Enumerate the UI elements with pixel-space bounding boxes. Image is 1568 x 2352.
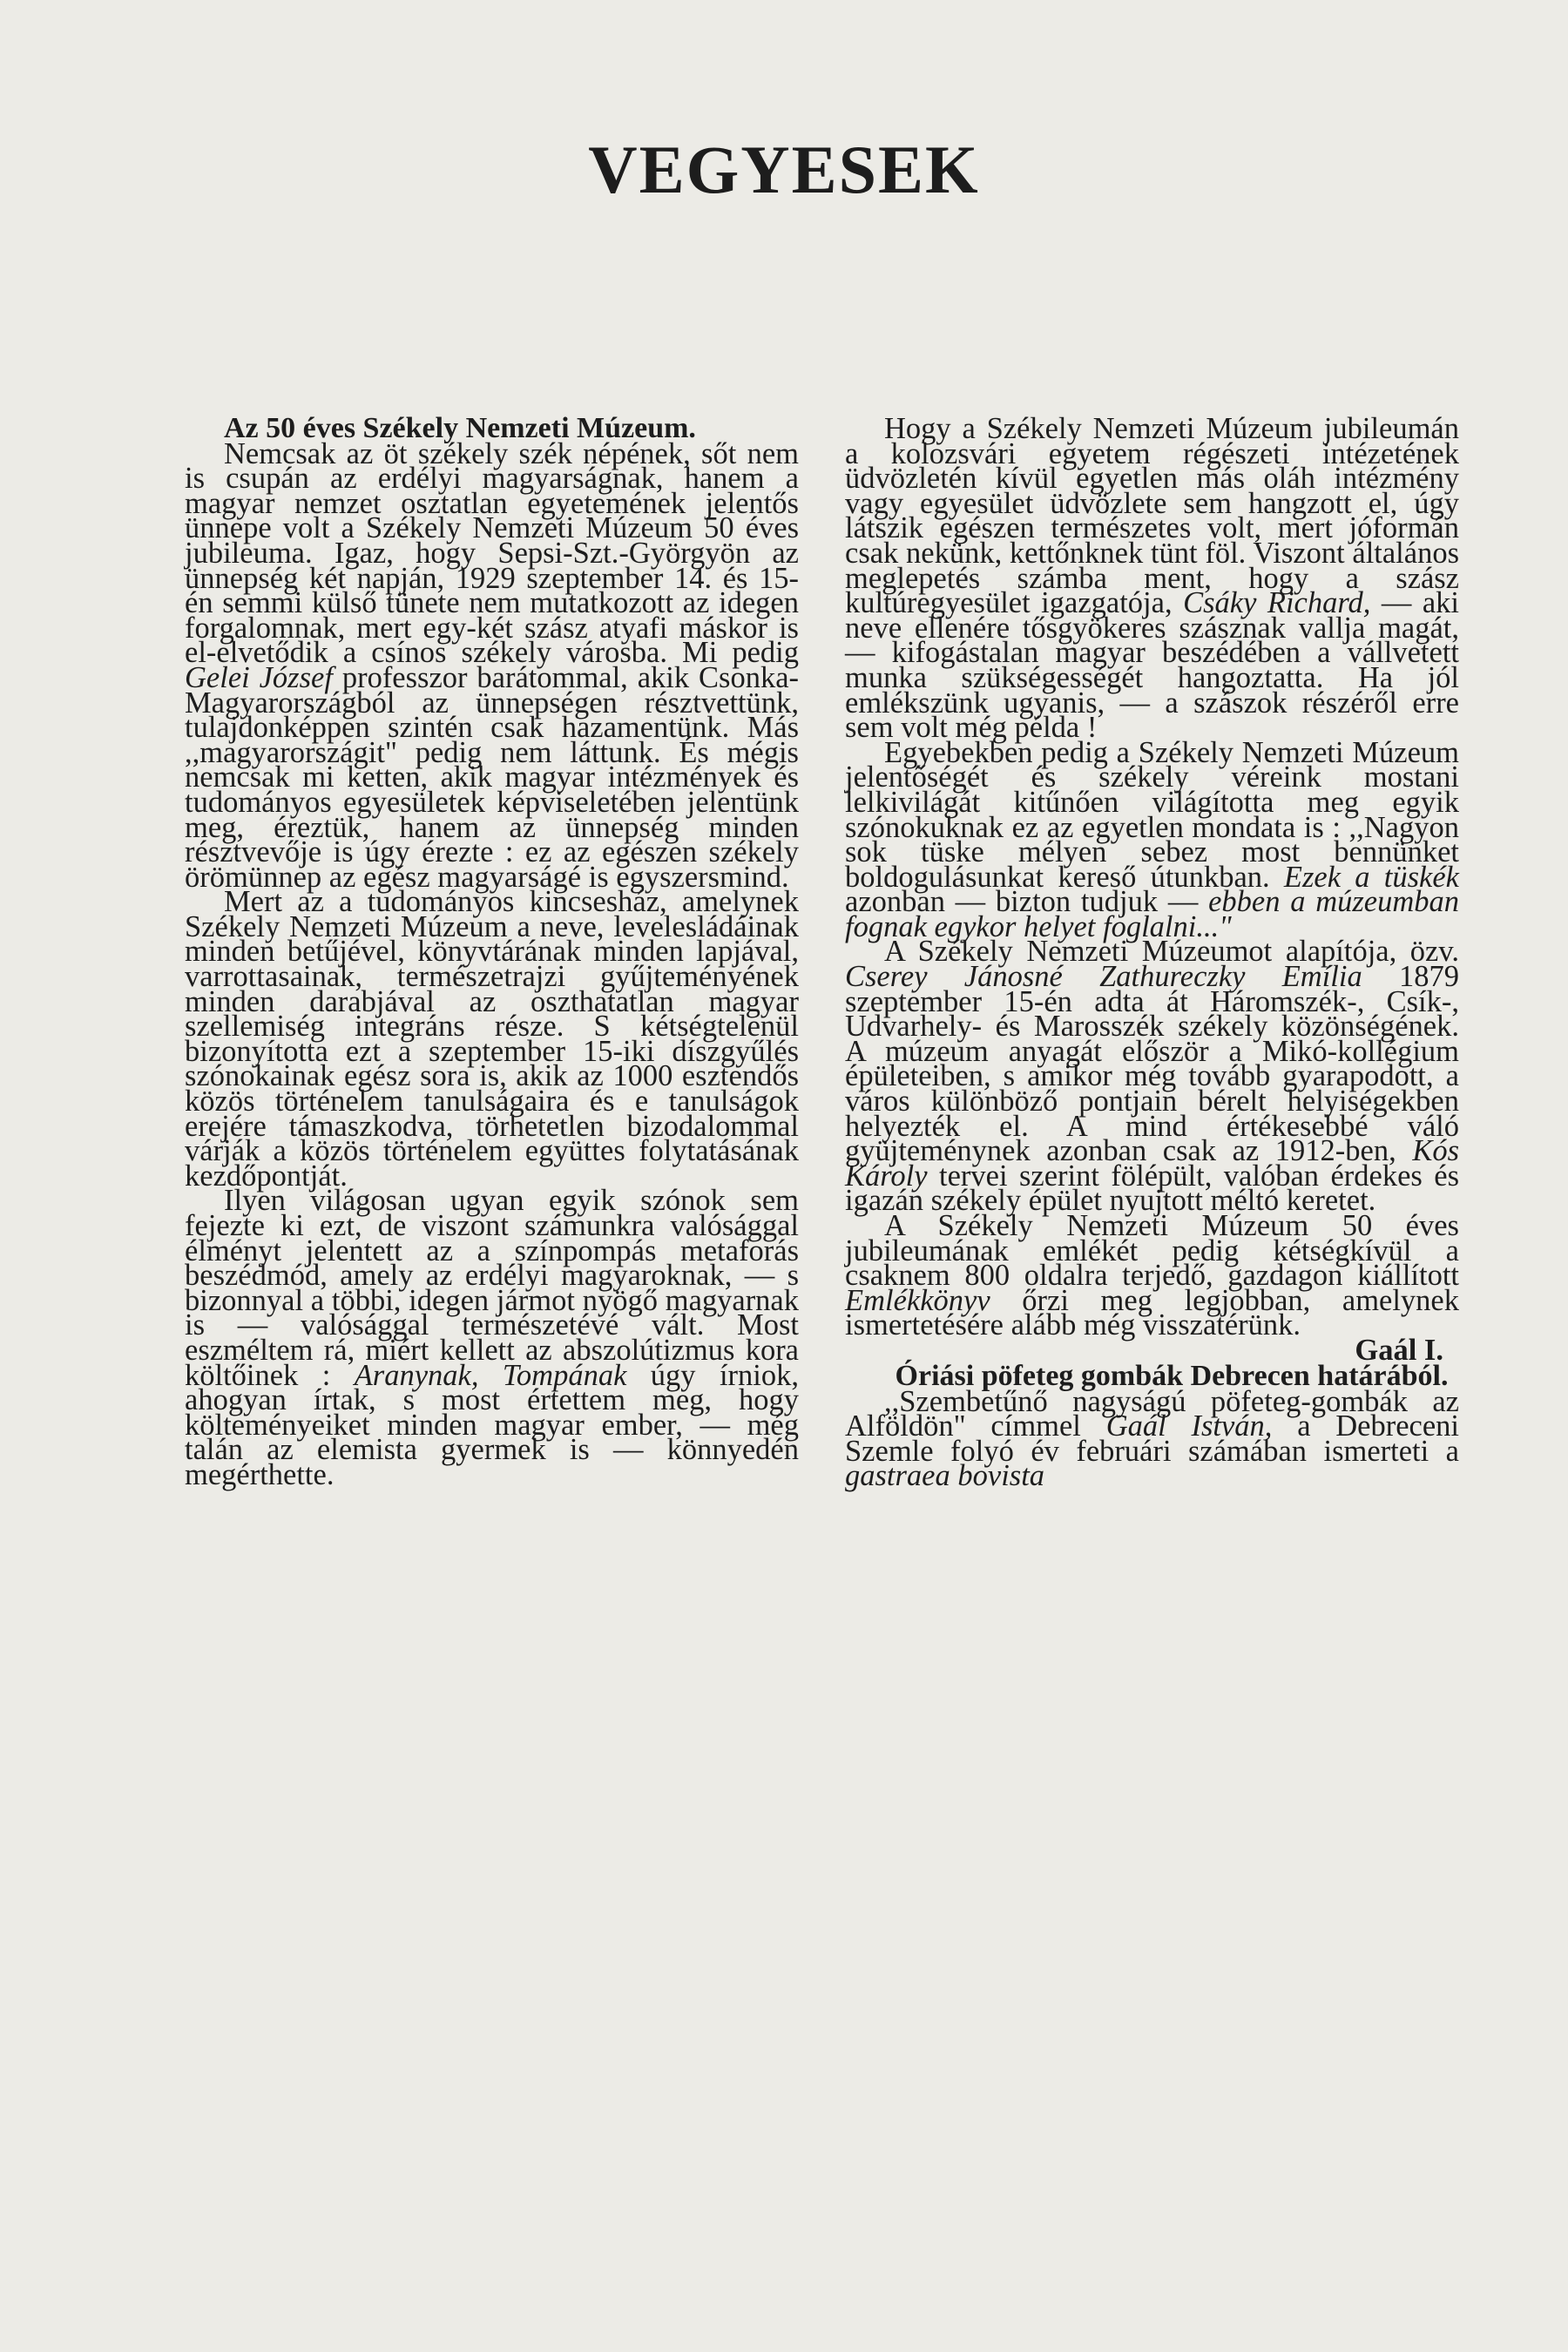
article-heading: Az 50 éves Székely Nemzeti Múzeum. [224, 412, 696, 444]
quote-emphasis: Ezek a tüskék [1283, 860, 1459, 894]
right-column [845, 412, 1460, 1493]
page-title: VEGYESEK [588, 132, 980, 207]
species-name: gastraea bovista [845, 1459, 1045, 1493]
paragraph: A Székely Nemzeti Múzeum 50 éves jubileumának emlékét pedig kétségkívül a csaknem 800 oldalra terjedő, gazdagon kiállított Emlékkönyv őrzi meg legjobban, amelynek ismertetésére alább még visszatérünk. [845, 1209, 1459, 1342]
paragraph: Mert az a tudományos kincsesház, amelynek Székely Nemzeti Múzeum a neve, levelesládáinak minden betűjével, könyvtárának minden lapjával, varrottasainak, természetrajzi gyűjteményének minden darabjával az oszthatatlan magyar szellemiség integráns része. S kétségtelenül bizonyította ezt a szeptember 15-iki díszgyűlés szónokainak egész sora is, akik az 1000 esztendős közös történelem tanulságaira és e tanulságok erejére támaszkodva, törhetetlen bizodalommal várják a közös történelem együttes folytatásának kezdőpontját. [185, 885, 799, 1193]
quote-emphasis: ebben a múzeumban fognak egykor helyet foglalni..." [845, 885, 1460, 943]
person-name: Cserey Jánosné Zathureczky Emília [845, 960, 1362, 994]
paragraph: Nemcsak az öt székely szék népének, sőt nem is csupán az erdélyi magyarságnak, hanem a magyar nemzet osztatlan egyetemének jelentős ünnepe volt a Székely Nemzeti Múzeum 50 éves jubileuma. Igaz, hogy Sepsi-Szt.-Györgyön az ünnepség két napján, 1929 szeptember 14. és 15-én semmi külső tünete nem mutatkozott az idegen forgalomnak, mert egy-két szász atyafi máskor is el-elvetődik a csínos székely városba. Mi pedig Gelei József professzor barátommal, akik Csonka-Magyarországból az ünnepségen résztvettünk, tulajdonképpen szintén csak hazamentünk. Más ,,magyarországit" pedig nem láttunk. És mégis nemcsak mi ketten, akik magyar intézmények és tudományos egyesületek képviseletében jelentünk meg, éreztük, hanem az ünnepség minden résztvevője is úgy érezte : ez az egészen székely örömünnep az egész magyarságé is egyszersmind. [185, 436, 799, 894]
person-name: Gelei József [185, 660, 333, 694]
person-name: Aranynak, [354, 1358, 479, 1392]
paragraph: A Székely Nemzeti Múzeumot alapítója, özv. Cserey Jánosné Zathureczky Emília 1879 szeptember 15-én adta át Háromszék-, Csík-, Udvarhely- és Marosszék székely közönségének. A múzeum anyagát először a Mikó-kollégium épületeiben, s amikor még tovább gyarapodott, a város különböző pontjain bérelt helyiségekben helyezték el. A mind értékesebbé váló gyüjteménynek azonban csak az 1912-ben, Kós Károly tervei szerint fölépült, valóban érdekes és igazán székely épület nyujtott méltó keretet. [845, 935, 1460, 1218]
book-title: Emlékkönyv [845, 1283, 990, 1317]
paragraph: ,,Szembetűnő nagyságú pöfeteg-gombák az Alföldön" címmel Gaál István, a Debreceni Szemle folyó év februári számában ismerteti a gastraea bovista [845, 1384, 1460, 1493]
article-heading: Óriási pöfeteg gombák Debrecen határából. [895, 1359, 1449, 1392]
person-name: Csáky Richard, [1183, 586, 1371, 620]
paragraph: Ilyen világosan ugyan egyik szónok sem fejezte ki ezt, de viszont számunkra valósággal élményt jelentett az a színpompás metaforás beszédmód, amely az erdélyi magyaroknak, — s bizonnyal a többi, idegen jármot nyögő magyarnak is — valósággal természetévé vált. Most eszméltem rá, miért kellett az abszolútizmus kora költőinek : Aranynak, Tompának úgy írniok, ahogyan írtak, s most értettem meg, hogy költeményeiket minden magyar ember, — még talán az elemista gyermek is — könnyedén megérthette. [185, 1184, 799, 1491]
author-signature: Gaál I. [1355, 1333, 1443, 1367]
paragraph: Hogy a Székely Nemzeti Múzeum jubileumán a kolozsvári egyetem régészeti intézetének üdvözletén kívül egyetlen más oláh intézmény vagy egyesület üdvözlete sem hangzott el, úgy látszik egészen természetes volt, mert jóformán csak nekünk, kettőnknek tünt föl. Viszont általános meglepetés számba ment, hogy a szász kultúregyesület igazgatója, Csáky Richard, — aki neve ellenére tősgyökeres szásznak vallja magát, — kifogástalan magyar beszédében a vállvetett munka szükségességét hangoztatta. Ha jól emlékszünk ugyanis, — a szászok részéről erre sem volt még példa ! [845, 412, 1460, 745]
left-column [185, 412, 799, 1491]
person-name: Gaál István, [1105, 1409, 1273, 1443]
person-name: Kós Károly [845, 1134, 1459, 1193]
person-name: Tompának [502, 1358, 627, 1392]
paragraph: Egyebekben pedig a Székely Nemzeti Múzeum jelentőségét és székely véreink mostani lelkivilágát kitűnően világította meg egyik szónokuknak ez az egyetlen mondata is : ,,Nagyon sok tüske mélyen sebez most bennünket boldogulásunkat kereső útunkban. Ezek a tüskék azonban — bizton tudjuk — ebben a múzeumban fognak egykor helyet foglalni..." [845, 735, 1460, 943]
